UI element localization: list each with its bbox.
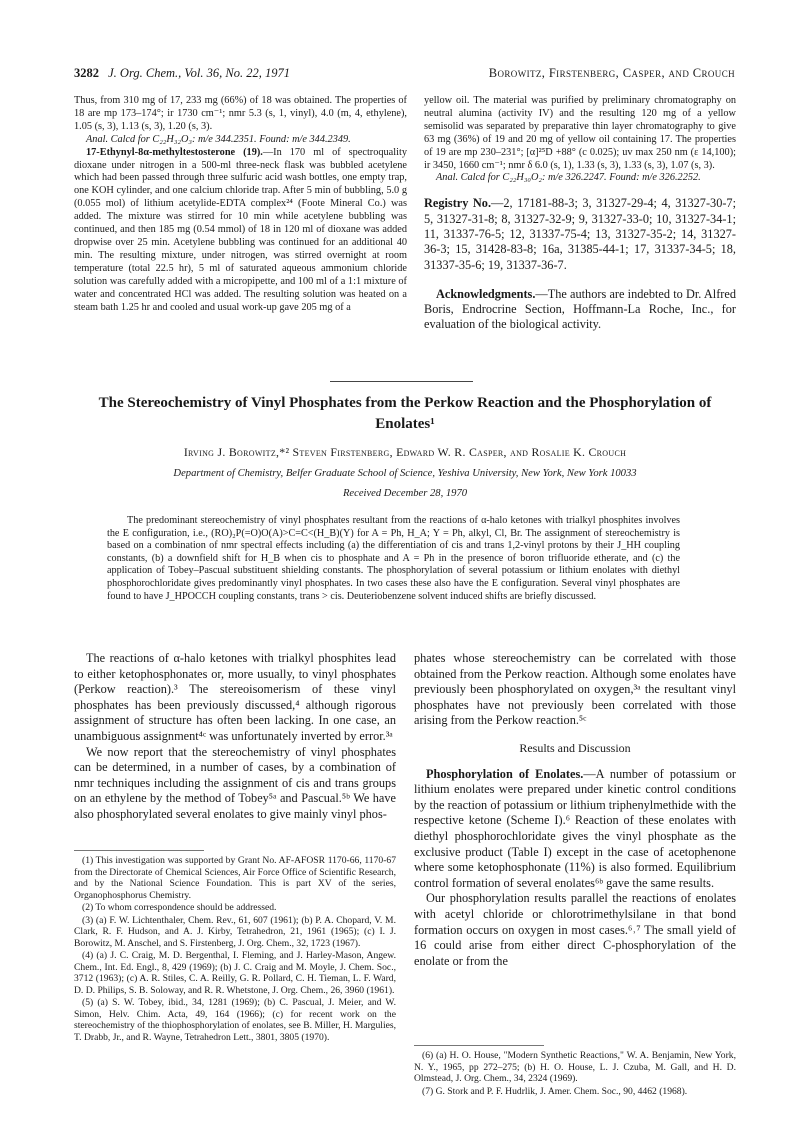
footnote: (2) To whom correspondence should be addressed.: [82, 902, 277, 913]
footnote: (7) G. Stork and P. F. Hudrlik, J. Amer. Chem. Soc., 90, 4462 (1968).: [422, 1085, 688, 1097]
acknowledgments-label: Acknowledgments.: [436, 286, 536, 301]
article-authors: Irving J. Borowitz,*² Steven Firstenberg, Edward W. R. Casper, and Rosalie K. Crouch: [183, 445, 627, 459]
body-paragraph: [414, 767, 736, 892]
body-paragraph: Our phosphorylation results parallel the reactions of enolates with acetyl chloride or chlorotrimethylsilane in that bond formation occurs on oxygen in most cases.⁶˒⁷ The small yield of 16 could arise from either direct C-phosphorylation of the enolate or from the: [414, 891, 736, 968]
footnote: (3) (a) F. W. Lichtenthaler, Chem. Rev., 61, 607 (1961); (b) P. A. Chopard, V. M. Clark, R. F. Hudson, and A. J. Kirby, Tetrahedron, 21, 1961 (1965); (c) I. J. Borowitz, M. Anschel, and S. Firstenberg, J. Org. Chem., 32, 1723 (1967).: [74, 914, 396, 949]
experimental-text: —In 170 ml of spectroquality dioxane under nitrogen in a 500-ml three-neck flask was bubbled acetylene which had been passed through three sulfuric acid wash bottles, one empty trap, one KOH cylinder, and one calcium chloride trap. After 5 min of bubbling, 5.0 g (0.055 mol) of lithium acetylide-EDTA complex²⁴ (Foote Mineral Co.) was added. The mixture was stirred for 10 min while acetylene bubbling was continued, and then 185 mg (0.54 mmol) of 18 in 120 ml of dioxane was added dropwise over 25 min. Acetylene bubbling was continued for an additional 40 min. The resulting mixture, under nitrogen, was stirred overnight at room temperature (total 22.5 hr), 5 ml of saturated aqueous ammonium chloride solution was carefully added with a micropipette, and 100 ml of a 1:1 mixture of water and concentrated HCl was added. The resulting solution was heated on a steam bath 1.25 hr and cooled and usual work-up gave 205 mg of a: [74, 146, 407, 313]
analysis-paragraph: Anal. Calcd for C₂₂H₃₀O₂: m/e 326.2247. Found: m/e 326.2252.: [436, 172, 701, 184]
experimental-paragraph: [74, 147, 407, 315]
registry-text: —2, 17181-88-3; 3, 31327-29-4; 4, 31327-30-7; 5, 31327-31-8; 8, 31327-32-9; 9, 31327-33-0; 10, 31327-34-1; 11, 31337-76-5; 12, 31337-75-4; 13, 31327-35-2; 14, 31327-36-3; 15, 31428-83-8; 16a, 31385-44-1; 17, 31337-34-5; 18, 31337-35-6; 19, 31337-36-7.: [424, 196, 737, 272]
footnotes-left: [74, 855, 396, 1044]
body-paragraph: We now report that the stereochemistry of vinyl phosphates can be determined, in a number of cases, by a combination of nmr techniques including the assignment of cis and trans groups on an ethylene by the method of Tobey⁵ᵃ and Pascual.⁵ᵇ We have also phosphorylated several enolates to give mainly vinyl phos-: [74, 744, 396, 821]
footnote: (6) (a) H. O. House, "Modern Synthetic Reactions," W. A. Benjamin, New York, N. Y., 1965, pp 272–275; (b) H. O. House, L. J. Czuba, M. Gall, and H. D. Olmstead, J. Org. Chem., 34, 2324 (1969).: [414, 1050, 736, 1084]
footnote-divider: [74, 850, 204, 851]
subsection-heading: Phosphorylation of Enolates.: [426, 766, 584, 781]
article-divider: [330, 381, 473, 382]
compound-heading: 17-Ethynyl-8α-methyltestosterone (19).: [86, 146, 263, 158]
analysis-paragraph: Anal. Calcd for C₂₂H₃₂O₃: m/e 344.2351. Found: m/e 344.2349.: [86, 133, 351, 145]
section-heading: Results and Discussion: [519, 740, 631, 755]
body-paragraph: phates whose stereochemistry can be correlated with those obtained from the Perkow reaction. Although some enolates have previously been phosphorylated on oxygen,³ᵃ the resultant vinyl phosphates have not previously been correlated with those arising from the Perkow reaction.⁵ᶜ: [414, 651, 736, 728]
acknowledgments: [424, 287, 736, 333]
running-header-authors: Borowitz, Firstenberg, Casper, and Crouch: [488, 66, 735, 80]
body-paragraph: The reactions of α-halo ketones with trialkyl phosphites lead to either ketophosphonates or, more usually, to vinyl phosphates (Perkow reaction).³ The stereoisomerism of these vinyl phosphates has been previously discussed,⁴ although rigorous assignment of structure has often been lacking. In one case, an unambiguous assignment⁴ᶜ was unfortunately inverted by error.³ᵃ: [74, 651, 396, 743]
registry-label: Registry No.: [424, 196, 492, 211]
body-text: —A number of potassium or lithium enolates were prepared under kinetic control conditions by the reaction of potassium or lithium triphenylmethide with the respective ketone (Scheme I).⁶ Reaction of these enolates with diethyl phosphorochloridate gives the vinyl phosphate as the exclusive product (Table I) except in the case of acetophenone where some ketophosphonate (11%) is also formed. Equilibrium control formation of several enolates⁶ᵇ gave the same results.: [414, 766, 737, 890]
running-header-left: [74, 66, 290, 81]
footnote-divider: [414, 1045, 544, 1046]
journal-citation: J. Org. Chem., Vol. 36, No. 22, 1971: [108, 66, 290, 80]
registry-numbers: [424, 196, 736, 272]
body-left-column: [74, 651, 396, 823]
previous-article-right-column: [424, 95, 736, 333]
acknowledgments-text: —The authors are indebted to Dr. Alfred Boris, Endrocrine Section, Hoffmann-La Roche, Inc., for evaluation of the biological activity.: [424, 286, 736, 332]
footnote: (4) (a) J. C. Craig, M. D. Bergenthal, I. Fleming, and J. Harley-Mason, Angew. Chem., Int. Ed. Engl., 8, 429 (1969); (b) J. C. Craig and M. Moyle, J. Chem. Soc., 3712 (1963); (c) A. R. Stiles, C. A. Reilly, G. R. Pollard, C. H. Tieman, L. F. Ward, D. D. Philips, S. B. Soloway, and R. R. Whetstone, J. Org. Chem., 26, 3960 (1961).: [74, 950, 396, 996]
affiliation: Department of Chemistry, Belfer Graduate School of Science, Yeshiva University, New York, New York 10033: [173, 468, 637, 479]
article-title: The Stereochemistry of Vinyl Phosphates from the Perkow Reaction and the Phosphorylation of Enolates¹: [98, 395, 712, 432]
footnotes-right: [414, 1050, 736, 1098]
received-date: Received December 28, 1970: [342, 488, 468, 499]
experimental-paragraph: yellow oil. The material was purified by preliminary chromatography on neutral alumina (activity IV) and the resulting 120 mg of a yellow semisolid was separated by preparative thin layer chromatography to give 63 mg (36%) of 19 and 20 mg of yellow oil containing 17. The properties of 19 are mp 230–231°; [α]²⁵D +88° (c 0.025); uv max 250 nm (ε 14,100); ir 3450, 1660 cm⁻¹; nmr δ 6.0 (s, 1), 1.33 (s, 3), 1.33 (s, 3), 1.07 (s, 3).: [424, 95, 736, 171]
footnote: (5) (a) S. W. Tobey, ibid., 34, 1281 (1969); (b) C. Pascual, J. Meier, and W. Simon, Helv. Chim. Acta, 49, 164 (1966); (c) for recent work on the stereochemistry of the thiophosphorylation of enolates, see B. Miller, H. Margulies, T. Drabb, Jr., and R. Wayne, Tetrahedron Lett., 3801, 3805 (1970).: [74, 997, 396, 1043]
page-number: 3282: [74, 66, 99, 80]
experimental-paragraph: Thus, from 310 mg of 17, 233 mg (66%) of 18 was obtained. The properties of 18 are mp 173–174°; ir 1730 cm⁻¹; nmr 5.3 (s, 1, vinyl), 4.0 (m, 4, ethylene), 1.05 (s, 3), 1.13 (s, 3), 1.20 (s, 3).: [74, 95, 407, 132]
body-right-column: [414, 651, 736, 969]
footnote: (1) This investigation was supported by Grant No. AF-AFOSR 1170-66, 1170-67 from the Directorate of Chemical Sciences, Air Force Office of Scientific Research, and by the National Science Foundation. This is part XV of the series, Organophosphorus Chemistry.: [74, 855, 396, 901]
previous-article-left-column: [74, 95, 407, 314]
abstract: The predominant stereochemistry of vinyl phosphates resultant from the reactions of α-halo ketones with trialkyl phosphites involves the E configuration, i.e., (RO)₂P(=O)O(A)>C=C<(H_B)(Y) for A = Ph, H_A; Y = Ph, alkyl, Cl, Br. The assignment of stereochemistry is based on a combination of nmr spectral effects including (a) the differentiation of cis and trans 1,2-vinyl protons by their J_HH coupling constants, (b) a downfield shift for H_B when cis to phosphate and A = Ph in the presence of boron trifluoride etherate, and (c) the application of Tobey–Pascual substituent shielding constants. The phosphorylation of several potassium or lithium enolates with diethyl phosphorochloridate gives predominantly vinyl phosphates. In two cases these also have the E configuration. Several vinyl phosphates are found to have J_HPOCCH coupling constants, trans > cis. Deuteriobenzene solvent induced shifts are briefly discussed.: [107, 515, 680, 602]
